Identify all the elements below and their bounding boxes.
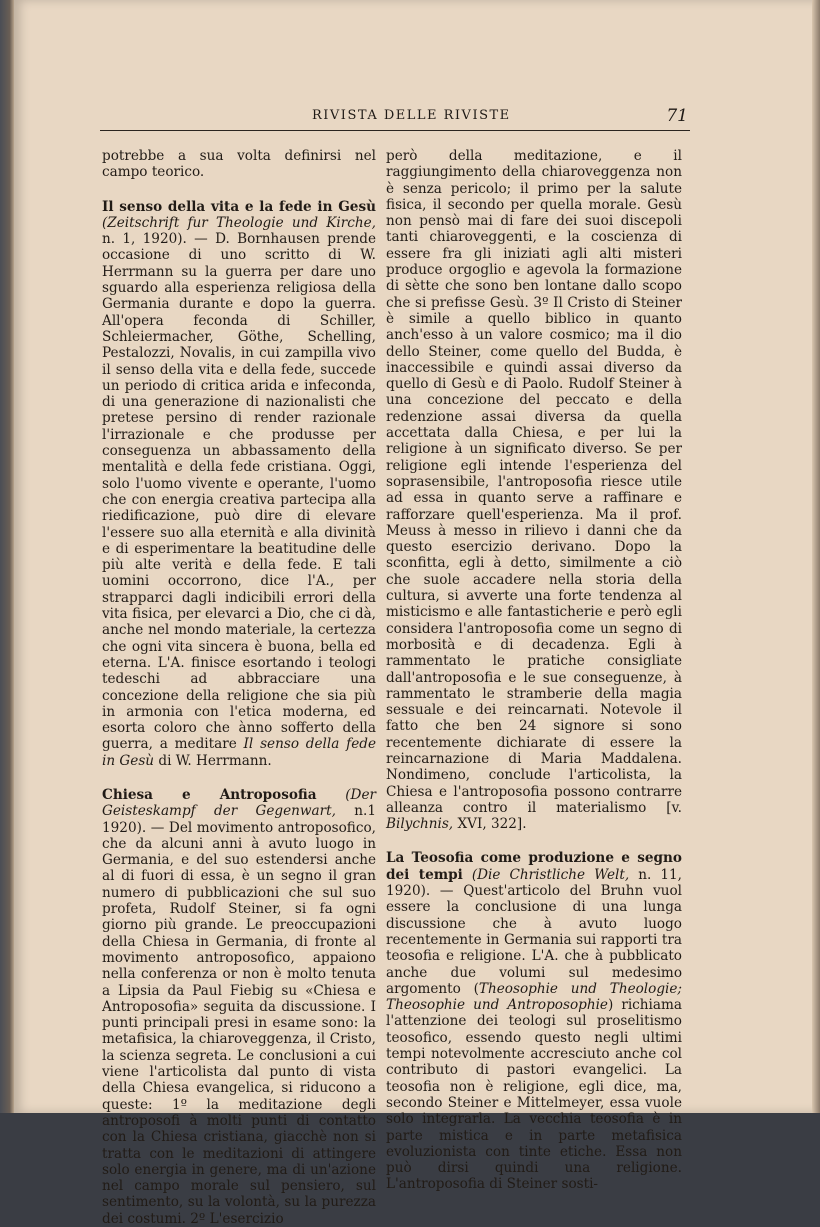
continuation-body: però della meditazione, e il raggiungimento della chiaroveggenza non è senza pericolo; il primo per la salute fisica, il secondo per quella morale. Gesù non pensò mai di fare dei suoi discepoli tanti chiaroveggenti, e la coscienza di essere fra gli iniziati agli alti misteri produce orgoglio e agevola la formazione di sètte che sono ben lontane dallo scopo che si prefisse Gesù. 3º Il Cristo di Steiner è simile a quello biblico in quanto anch'esso à un valore cosmico; ma il dio dello Steiner, come quello del Budda, è inaccessibile e quindi assai diverso da quello di Gesù e di Paolo. Rudolf Steiner à una concezione del peccato e della redenzione assai diversa da quella accettata dalla Chiesa, e per lui la religione à un significato diverso. Se per religione egli intende l'esperienza del soprasensibile, l'antroposofia riesce utile ad essa in quanto serve a raffinare e rafforzare quell'esperienza. Ma il prof. Meuss à messo in rilievo i danni che da questo esercizio derivano. Dopo la sconfitta, egli à detto, similmente a ciò che suole accadere nella storia della cultura, si avverte una forte tendenza al misticismo e alle fantasticherie e però egli considera l'antroposofia come un segno di morbosità e di decadenza. Egli à rammentato le pratiche consigliate dall'antroposofia e le sue conseguenze, à rammentato le stramberie della magia sessuale e dei reincarnati. Notevole il fatto che ben 24 signore si sono recentemente dichiarate di essere la reincarnazione di Maria Maddalena. Nondimeno, conclude l'articolista, la Chiesa e l'antroposofia possono contrarre alleanza contro il materialismo [v. [386, 148, 682, 816]
article-source: (Der Geisteskampf der Gegenwart, [102, 786, 376, 820]
page-number: 71 [666, 106, 688, 126]
article-body: n. 1, 1920). — D. Bornhausen prende occasione di uno scritto di W. Herrmann su la guerra per dare uno sguardo alla esperienza religiosa della Germania durante e dopo la guerra. All'opera feconda di Schiller, Schleiermacher, Göthe, Schelling, Pestalozzi, Novalis, in cui zampilla vivo il senso della vita e della fede, succede un periodo di critica arida e infeconda, di una generazione di nazionalisti che pretese persino di render razionale l'irrazionale e che produsse per conseguenza un abbassamento della mentalità e della fede cristiana. Oggi, solo l'uomo vivente e operante, l'uomo che con energia creativa partecipa alla riedificazione, può dire di elevare l'essere suo alla eternità e alla divinità e di esperimentare la beatitudine delle più alte verità e della fede. E tali uomini occorrono, dice l'A., per strapparci dagli indicibili errori della vita fisica, per elevarci a Dio, che ci dà, anche nel mondo materiale, la certezza che ogni vita sincera è buona, bella ed eterna. L'A. finisce esortando i teologi tedeschi ad abbracciare una concezione della religione che sia più in armonia con l'etica moderna, ed esorta coloro che ànno sofferto della guerra, a meditare [102, 231, 376, 753]
cited-work: Il senso della fede in Gesù [102, 736, 376, 769]
continuation-text [386, 148, 682, 832]
header-rule [100, 130, 690, 131]
citation-end: XVI, 322]. [457, 816, 527, 833]
page-header [100, 106, 690, 132]
article-title: La Teosofia come produzione e segno dei tempi [386, 850, 682, 883]
article-chiesa-e-antroposofia [102, 787, 376, 1227]
article-body-cont: ) richiama l'attenzione dei teologi sul proselitismo teosofico, essendo questo negli ultimi tempi notevolmente accresciuto anche col contributo di pastori evangelici. La teosofia non è religione, egli dice, ma, secondo Steiner e Mittelmeyer, essa vuole solo integrarla. La vecchia teosofia è in parte mistica e in parte metafisica evoluzionista con tinte etiche. Essa non può dirsi quindi una religione. L'antroposofia di Steiner sosti- [386, 997, 682, 1193]
running-title: RIVISTA DELLE RIVISTE [312, 108, 511, 123]
article-il-senso-della-vita [102, 199, 376, 769]
right-column [386, 148, 682, 1193]
article-title: Il senso della vita e la fede in Gesù [102, 198, 376, 215]
article-title: Chiesa e Antroposofia [102, 786, 317, 803]
continuation-text: potrebbe a sua volta definirsi nel campo teorico. [102, 148, 376, 181]
article-body: n.1 1920). — Del movimento antroposofico, che da alcuni anni à avuto luogo in Germania, e del suo estendersi anche al di fuori di essa, è un segno il gran numero di pubblicazioni che sul suo profeta, Rudolf Steiner, si fa ogni giorno più grande. Le preoccupazioni della Chiesa in Germania, di fronte al movimento antroposofico, appaiono nella conferenza or non è molto tenuta a Lipsia da Paul Fiebig su «Chiesa e Antroposofia» seguita da discussione. I punti principali presi in esame sono: la metafisica, la chiaroveggenza, il Cristo, la scienza segreta. Le conclusioni a cui viene l'articolista dal punto di vista della Chiesa evangelica, si riducono a queste: 1º la meditazione degli antroposofi à molti punti di contatto con la Chiesa cristiana, giacchè non si tratta con le meditazioni di attingere solo energia in genere, ma di un'azione nel campo morale sul pensiero, sul sentimento, su la volontà, su la purezza dei costumi. 2º L'esercizio [102, 803, 376, 1227]
article-source: (Die Christliche Welt, [471, 866, 630, 883]
article-source: (Zeitschrift fur Theologie und Kirche, [102, 214, 376, 231]
left-column [102, 148, 376, 1227]
page-right-edge [812, 0, 820, 1113]
cited-author: di W. Herrmann. [158, 752, 272, 769]
book-spine-edge [0, 0, 14, 1113]
cited-volumes: Theosophie und Theologie; Theosophie und Antroposophie [386, 980, 683, 1014]
article-body: n. 11, 1920). — Quest'articolo del Bruhn vuol essere la conclusione di una lunga discussione che à avuto luogo recentemente in Germania sui rapporti tra teosofia e religione. L'A. che à pubblicato anche due volumi sul medesimo argomento ( [386, 866, 683, 997]
cited-journal: Bilychnis, [386, 816, 454, 833]
article-la-teosofia [386, 850, 682, 1192]
